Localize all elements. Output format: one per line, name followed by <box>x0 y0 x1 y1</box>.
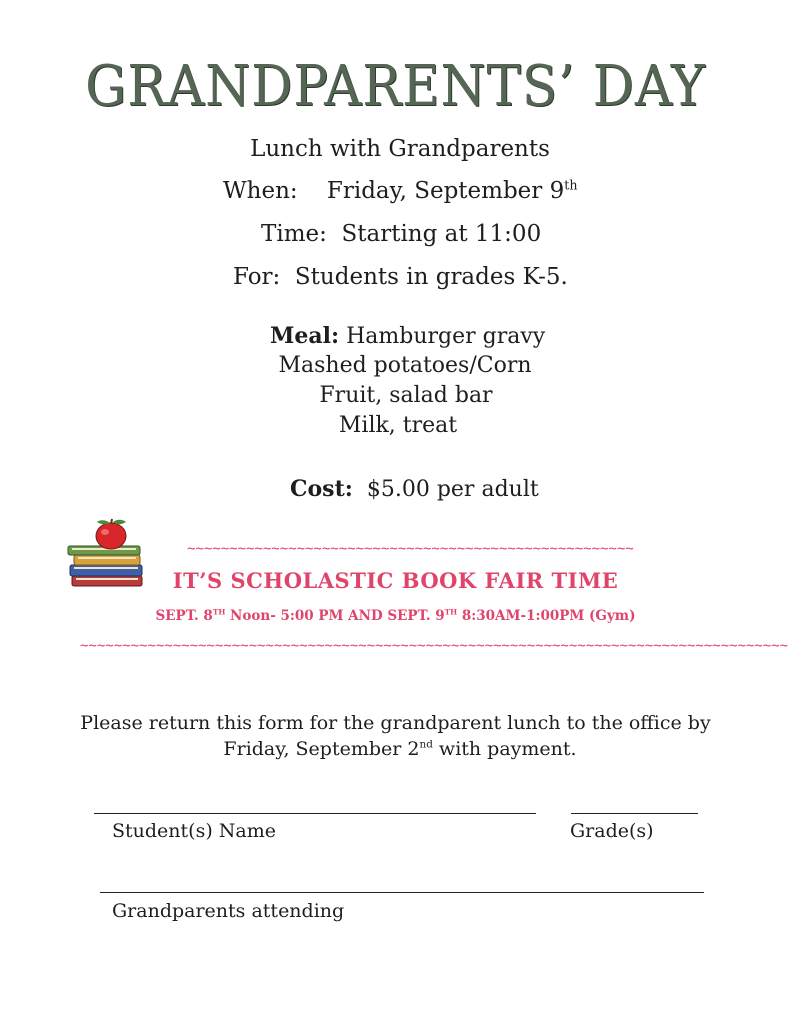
book-fair-date1-sup: TH <box>212 607 226 617</box>
time-line <box>261 219 541 249</box>
page-title: GRANDPARENTS’ DAY <box>85 54 706 119</box>
student-name-line[interactable] <box>94 813 536 814</box>
return-notice-line2 <box>0 736 800 762</box>
for-label: For: <box>233 264 281 290</box>
grade-label: Grade(s) <box>570 820 654 842</box>
student-name-label: Student(s) Name <box>112 820 276 842</box>
time-label: Time: <box>261 221 327 247</box>
divider-top: ~~~~~~~~~~~~~~~~~~~~~~~~~~~~~~~~~~~~~~~~~~~~~~~~~~~~~ <box>187 541 634 557</box>
book-fair-title: IT’S SCHOLASTIC BOOK FAIR TIME <box>172 568 619 593</box>
book-fair-date2-sup: TH <box>444 607 458 617</box>
cost-line <box>290 474 539 505</box>
book-fair-date1: SEPT. 8 <box>155 608 213 624</box>
meal-item: Fruit, salad bar <box>319 383 493 408</box>
grandparents-line[interactable] <box>100 892 704 893</box>
divider-bottom: ~~~~~~~~~~~~~~~~~~~~~~~~~~~~~~~~~~~~~~~~~~~~~~~~~~~~~~~~~~~~~~~~~~~~~~~~~~~~~~~~~~~~ <box>80 638 789 654</box>
return-notice-rest: with payment. <box>432 738 577 760</box>
meal-item: Milk, treat <box>338 413 458 438</box>
time-value: Starting at 11:00 <box>341 221 542 247</box>
return-notice-line1: Please return this form for the grandparent lunch to the office by <box>80 712 711 734</box>
grandparents-label: Grandparents attending <box>112 900 345 922</box>
book-fair-date2-rest: 8:30AM-1:00PM (Gym) <box>461 608 636 624</box>
meal-line-1 <box>270 321 545 352</box>
meal-item: Hamburger gravy <box>346 324 546 349</box>
cost-value: $5.00 per adult <box>366 477 539 502</box>
lunch-heading: Lunch with Grandparents <box>250 136 550 162</box>
when-line <box>223 176 577 206</box>
cost-label: Cost: <box>290 476 353 502</box>
book-fair-dates <box>0 608 791 624</box>
for-line <box>233 262 568 292</box>
for-value: Students in grades K-5. <box>294 264 568 290</box>
return-notice-sup: nd <box>419 738 433 751</box>
meal-label: Meal: <box>270 323 340 349</box>
when-sup: th <box>564 177 578 193</box>
book-fair-date1-rest: Noon- 5:00 PM AND SEPT. 9 <box>230 608 445 624</box>
when-label: When: <box>223 178 298 204</box>
return-notice-date: Friday, September 2 <box>223 738 420 760</box>
grade-line[interactable] <box>571 813 698 814</box>
meal-item: Mashed potatoes/Corn <box>278 353 532 378</box>
when-value: Friday, September 9 <box>326 178 565 204</box>
